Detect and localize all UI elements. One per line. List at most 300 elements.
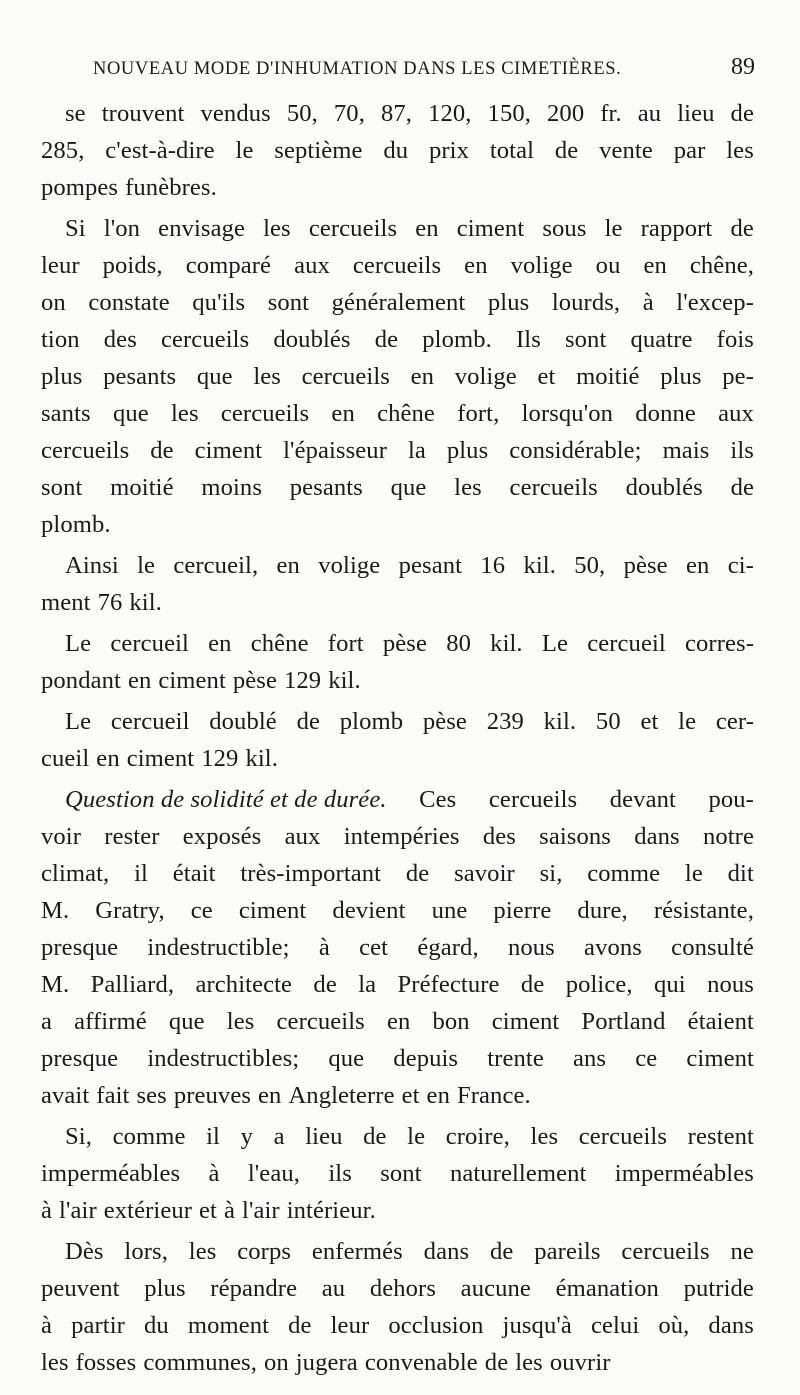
word: pompes	[41, 174, 119, 201]
word: naturellement	[449, 1160, 587, 1187]
word: Palliard,	[90, 971, 175, 998]
word: enfermés	[311, 1238, 403, 1265]
word: convenable	[364, 1349, 478, 1376]
word: étaient	[687, 1008, 754, 1035]
word: qu'ils	[192, 289, 246, 316]
word: dans	[634, 823, 680, 850]
word: imperméables	[41, 1160, 181, 1187]
text-line	[41, 132, 754, 169]
body-text	[41, 95, 754, 1385]
word: putride	[683, 1275, 754, 1302]
word: aucune	[460, 1275, 531, 1302]
text-line	[41, 1118, 754, 1155]
word: aux	[284, 823, 321, 850]
text-line	[41, 210, 754, 247]
word: moins	[201, 474, 262, 501]
word: extérieur	[103, 1197, 193, 1224]
word: dans	[708, 1312, 754, 1339]
word: considérable;	[509, 437, 642, 464]
word: sont	[267, 289, 310, 316]
word: volige	[510, 252, 573, 279]
word: se	[65, 100, 86, 127]
word: Ils	[515, 326, 541, 353]
text-line	[41, 929, 754, 966]
word: on	[41, 289, 66, 316]
word: le	[407, 1123, 426, 1150]
word: Angleterre	[288, 1082, 395, 1109]
word: cercueil	[587, 630, 666, 657]
word: Ainsi	[65, 552, 119, 579]
word: doublés	[625, 474, 703, 501]
word: vente	[599, 137, 653, 164]
word: celui	[590, 1312, 640, 1339]
word: en	[386, 1008, 411, 1035]
word: ce	[190, 897, 213, 924]
word: kil.	[543, 708, 577, 735]
word: exposés	[182, 823, 262, 850]
word: les	[530, 1123, 559, 1150]
word: de	[374, 326, 399, 353]
word: et	[199, 1197, 217, 1224]
word: kil.	[523, 552, 556, 579]
text-line	[41, 818, 754, 855]
word: ses	[136, 1082, 167, 1109]
word: mais	[662, 437, 710, 464]
word: moment	[187, 1312, 270, 1339]
word: y	[240, 1123, 253, 1150]
word: une	[431, 897, 468, 924]
word: funèbres.	[125, 174, 217, 201]
word: cercueils	[160, 326, 250, 353]
word: l'on	[103, 215, 141, 242]
word: chêne	[250, 630, 309, 657]
word: de	[490, 1238, 514, 1265]
word: en	[415, 215, 439, 242]
word: cercueils	[276, 1008, 365, 1035]
word: 239	[486, 708, 524, 735]
word: ils	[328, 1160, 352, 1187]
text-line	[41, 321, 754, 358]
word: architecte	[195, 971, 293, 998]
word: bon	[432, 1008, 470, 1035]
word: comme	[112, 1123, 186, 1150]
word: si,	[539, 860, 563, 887]
word: du	[144, 1312, 169, 1339]
word: il	[206, 1123, 220, 1150]
word: occlusion	[388, 1312, 484, 1339]
word: 150,	[487, 100, 531, 127]
text-line	[41, 1155, 754, 1192]
paragraph	[41, 95, 754, 206]
word: et	[640, 708, 659, 735]
word: ciment	[686, 1045, 754, 1072]
word: répandre	[210, 1275, 298, 1302]
word: à	[208, 1160, 220, 1187]
word: cercueil	[110, 708, 190, 735]
word: à	[642, 289, 654, 316]
word: 120,	[428, 100, 472, 127]
word: France.	[456, 1082, 531, 1109]
word: Le	[541, 630, 569, 657]
page-number: 89	[731, 54, 755, 80]
word: ciment	[194, 437, 263, 464]
text-line	[41, 1077, 754, 1114]
text-line	[41, 1307, 754, 1344]
text-line	[41, 284, 754, 321]
word: nous	[507, 934, 555, 961]
word: ciment	[126, 745, 195, 772]
word: chêne	[377, 400, 435, 427]
text-line	[41, 1040, 754, 1077]
word: à	[41, 1197, 53, 1224]
word: les	[226, 1008, 255, 1035]
word: volige	[454, 363, 517, 390]
word: résistante,	[653, 897, 754, 924]
word: presque	[41, 934, 119, 961]
word: de	[484, 1349, 509, 1376]
word: leur	[330, 1312, 370, 1339]
word: l'épaisseur	[283, 437, 387, 464]
word: Dès	[65, 1238, 104, 1265]
word: a	[273, 1123, 285, 1150]
word: des	[103, 326, 137, 353]
word: plus	[487, 289, 530, 316]
word: cercueils	[220, 400, 310, 427]
word: les	[726, 137, 754, 164]
word: cercueils	[488, 786, 578, 813]
word: lorsqu'on	[521, 400, 614, 427]
word: que	[196, 363, 233, 390]
word: a	[41, 1008, 53, 1035]
word: l'air	[242, 1197, 280, 1224]
word: fosses	[75, 1349, 137, 1376]
word: sont	[564, 326, 607, 353]
word: il	[134, 860, 148, 887]
word: cercueils	[301, 363, 390, 390]
word: envisage	[158, 215, 246, 242]
word: Question de solidité et de durée.	[65, 786, 387, 813]
word: corres-	[685, 630, 754, 657]
word: lourds,	[551, 289, 621, 316]
word: kil.	[245, 745, 278, 772]
word: ciment	[491, 1008, 560, 1035]
word: notre	[702, 823, 754, 850]
word: pesant	[398, 552, 463, 579]
word: des	[482, 823, 516, 850]
word: à	[41, 1312, 53, 1339]
text-line	[41, 662, 754, 699]
text-line	[41, 547, 754, 584]
word: aux	[718, 400, 754, 427]
word: le	[684, 860, 703, 887]
word: indestructibles;	[147, 1045, 300, 1072]
word: lors,	[124, 1238, 168, 1265]
word: pou-	[708, 786, 754, 813]
word: 129	[284, 667, 322, 694]
word: plomb.	[422, 326, 492, 353]
text-line	[41, 1270, 754, 1307]
running-head: NOUVEAU MODE D'INHUMATION DANS LES CIMETIÈRES.	[93, 59, 622, 79]
word: lieu	[305, 1123, 343, 1150]
word: dans	[423, 1238, 470, 1265]
word: en	[686, 552, 710, 579]
word: ment	[41, 589, 91, 616]
word: en	[276, 552, 300, 579]
word: ouvrir	[549, 1349, 611, 1376]
word: ou	[595, 252, 621, 279]
word: fois	[716, 326, 754, 353]
word: de	[288, 1312, 312, 1339]
word: voir	[41, 823, 82, 850]
word: cercueils	[352, 252, 442, 279]
word: climat,	[41, 860, 110, 887]
word: savoir	[454, 860, 515, 887]
word: plus	[446, 437, 489, 464]
word: en	[208, 630, 232, 657]
word: de	[730, 100, 754, 127]
word: les	[41, 1349, 69, 1376]
paragraph	[41, 781, 754, 1114]
word: presque	[41, 1045, 119, 1072]
word: très-important	[240, 860, 382, 887]
word: devant	[609, 786, 676, 813]
word: où,	[658, 1312, 690, 1339]
word: l'eau,	[247, 1160, 300, 1187]
text-line	[41, 740, 754, 777]
word: ce	[635, 1045, 658, 1072]
word: ci-	[727, 552, 754, 579]
text-line	[41, 95, 754, 132]
word: pèse	[232, 667, 277, 694]
word: avait	[41, 1082, 90, 1109]
text-line	[41, 1344, 754, 1381]
word: total	[489, 137, 535, 164]
word: le	[137, 552, 156, 579]
word: leur	[41, 252, 80, 279]
word: M.	[41, 971, 70, 998]
word: rapport	[640, 215, 713, 242]
word: kil.	[490, 630, 523, 657]
word: et	[401, 1082, 420, 1109]
paragraph	[41, 703, 754, 777]
word: l'excep-	[676, 289, 754, 316]
word: pareils	[534, 1238, 601, 1265]
word: plus	[41, 363, 83, 390]
word: doublé	[209, 708, 277, 735]
word: qui	[654, 971, 686, 998]
word: consulté	[671, 934, 754, 961]
text-line	[41, 781, 754, 818]
word: intempéries	[343, 823, 460, 850]
word: cueil	[41, 745, 90, 772]
word: prix	[428, 137, 469, 164]
word: indestructible;	[147, 934, 290, 961]
word: on	[263, 1349, 289, 1376]
word: trouvent	[101, 100, 185, 127]
word: donne	[635, 400, 696, 427]
word: les	[263, 215, 291, 242]
word: cercueils	[621, 1238, 710, 1265]
word: jusqu'à	[502, 1312, 572, 1339]
word: c'est-à-dire	[105, 137, 215, 164]
word: que	[328, 1045, 365, 1072]
word: Préfecture	[397, 971, 500, 998]
word: en	[426, 1082, 450, 1109]
word: les	[454, 474, 482, 501]
word: fr.	[600, 100, 622, 127]
word: rester	[104, 823, 160, 850]
text-line	[41, 1192, 754, 1229]
text-line	[41, 469, 754, 506]
word: ans	[572, 1045, 607, 1072]
text-line	[41, 892, 754, 929]
word: 129	[201, 745, 239, 772]
word: Le	[65, 630, 92, 657]
word: police,	[565, 971, 633, 998]
word: quatre	[630, 326, 693, 353]
word: que	[390, 474, 427, 501]
word: pèse	[382, 630, 427, 657]
word: généralement	[331, 289, 466, 316]
word: cer-	[715, 708, 754, 735]
word: chêne,	[689, 252, 754, 279]
word: vendus	[200, 100, 271, 127]
word: en	[643, 252, 667, 279]
word: de	[313, 971, 337, 998]
word: 200	[547, 100, 585, 127]
word: poids,	[102, 252, 163, 279]
word: à	[223, 1197, 236, 1224]
paragraph	[41, 1233, 754, 1381]
word: la	[407, 437, 426, 464]
word: ciment	[158, 667, 226, 694]
word: que	[168, 1008, 205, 1035]
word: 87,	[380, 100, 413, 127]
word: jugera	[295, 1349, 358, 1376]
word: ciment	[456, 215, 525, 242]
word: de	[554, 137, 579, 164]
word: kil.	[129, 589, 162, 616]
text-line	[41, 395, 754, 432]
word: le	[604, 215, 623, 242]
word: de	[730, 474, 754, 501]
word: l'air	[59, 1197, 97, 1224]
word: fort	[327, 630, 364, 657]
word: les	[188, 1238, 217, 1265]
word: pe-	[722, 363, 754, 390]
text-line	[41, 169, 754, 206]
word: en	[127, 667, 152, 694]
word: de	[363, 1123, 387, 1150]
word: pesants	[103, 363, 177, 390]
word: de	[520, 971, 545, 998]
word: septième	[274, 137, 363, 164]
word: sont	[380, 1160, 422, 1187]
word: 16	[480, 552, 506, 579]
word: au	[321, 1275, 346, 1302]
word: que	[112, 400, 149, 427]
word: en	[410, 363, 435, 390]
word: dit	[727, 860, 754, 887]
text-line	[41, 855, 754, 892]
word: moitié	[576, 363, 640, 390]
word: du	[383, 137, 409, 164]
word: sants	[41, 400, 91, 427]
word: pèse	[422, 708, 467, 735]
word: au	[637, 100, 662, 127]
word: Le	[65, 708, 92, 735]
text-line	[41, 966, 754, 1003]
word: plomb.	[41, 511, 111, 538]
word: Si,	[65, 1123, 92, 1150]
word: 70,	[333, 100, 365, 127]
word: imperméables	[614, 1160, 754, 1187]
word: cercueils	[308, 215, 398, 242]
paragraph	[41, 547, 754, 621]
word: de	[296, 708, 320, 735]
word: de	[405, 860, 430, 887]
word: constate	[88, 289, 170, 316]
word: affirmé	[74, 1008, 147, 1035]
word: lieu	[677, 100, 715, 127]
word: nous	[707, 971, 754, 998]
word: les	[515, 1349, 543, 1376]
word: ils	[730, 437, 754, 464]
word: saisons	[539, 823, 611, 850]
word: fort,	[457, 400, 500, 427]
word: dure,	[577, 897, 628, 924]
word: pondant	[41, 667, 121, 694]
text-line	[41, 1233, 754, 1270]
word: égard,	[417, 934, 479, 961]
word: 76	[97, 589, 123, 616]
word: 50,	[286, 100, 318, 127]
word: le	[235, 137, 254, 164]
word: de	[730, 215, 754, 242]
word: en	[464, 252, 488, 279]
word: les	[253, 363, 281, 390]
word: sous	[542, 215, 587, 242]
text-line	[41, 432, 754, 469]
paragraph	[41, 1118, 754, 1229]
word: cercueils	[578, 1123, 668, 1150]
word: M.	[41, 897, 70, 924]
text-line	[41, 584, 754, 621]
word: Portland	[581, 1008, 666, 1035]
word: pesants	[289, 474, 363, 501]
text-line	[41, 358, 754, 395]
paragraph	[41, 210, 754, 543]
text-line	[41, 625, 754, 662]
word: en	[258, 1082, 282, 1109]
word: doublés	[273, 326, 351, 353]
word: cercueil,	[173, 552, 259, 579]
word: ciment	[238, 897, 307, 924]
word: émanation	[555, 1275, 659, 1302]
word: sont	[41, 474, 83, 501]
word: par	[673, 137, 706, 164]
word: moitié	[110, 474, 174, 501]
word: cercueils	[41, 437, 130, 464]
word: cet	[359, 934, 389, 961]
word: 285,	[41, 137, 85, 164]
word: intérieur.	[286, 1197, 376, 1224]
text-line	[41, 506, 754, 543]
word: 50,	[574, 552, 606, 579]
word: de	[150, 437, 174, 464]
word: restent	[687, 1123, 754, 1150]
word: fait	[96, 1082, 130, 1109]
